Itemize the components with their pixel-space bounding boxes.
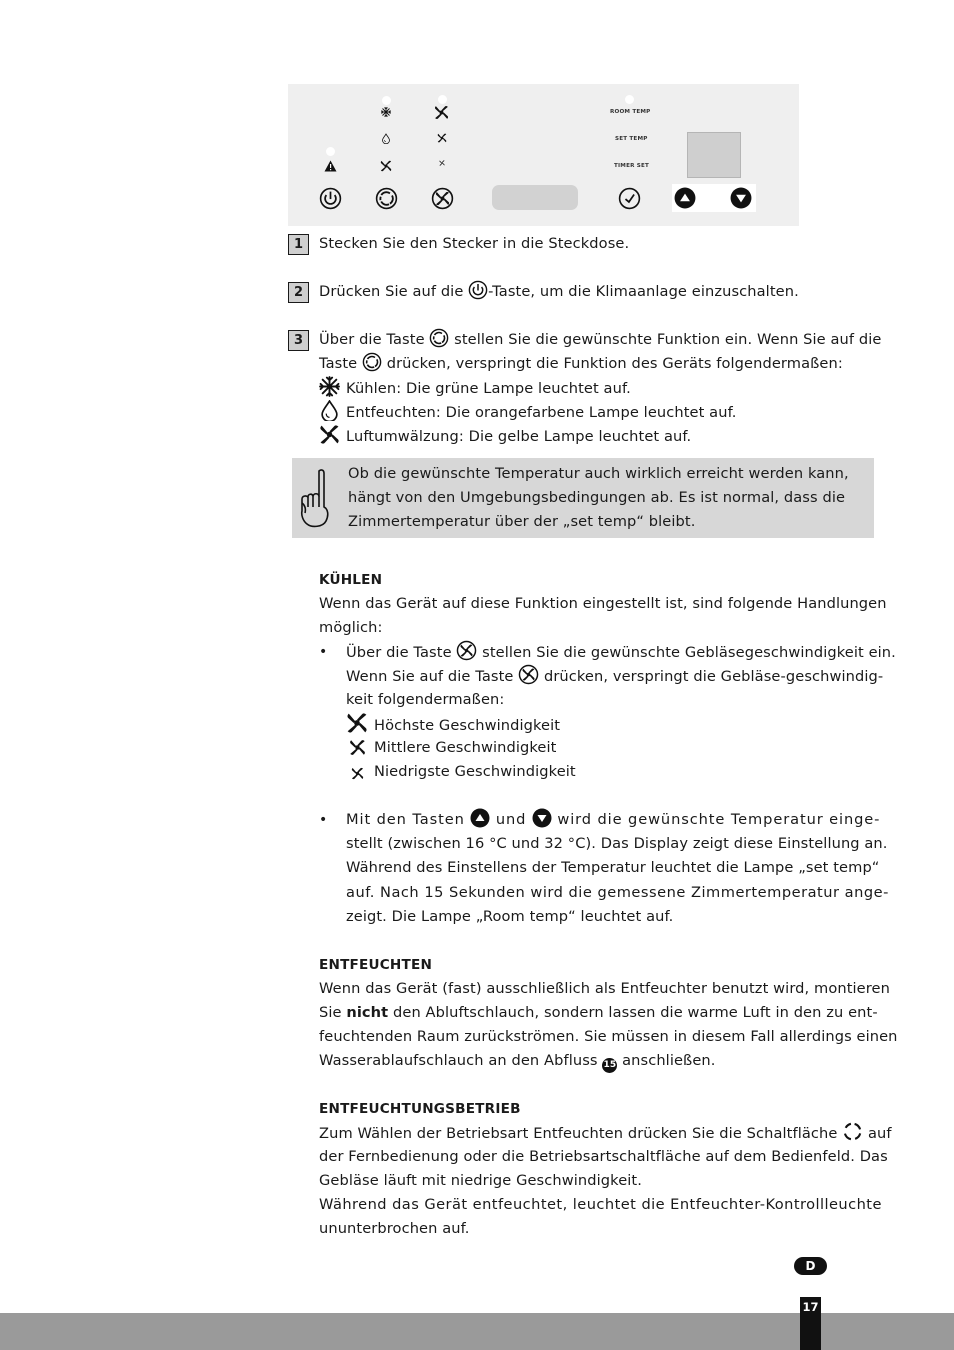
mode-icon <box>429 328 449 348</box>
note-line-2: hängt von den Umgebungsbedingungen ab. Es ist normal, dass die <box>348 489 846 506</box>
betrieb-line-5: ununterbrochen auf. <box>319 1220 470 1237</box>
down-arrow-button-icon <box>730 187 752 209</box>
fan-medium-icon <box>437 133 447 143</box>
page-number: 17 <box>802 1300 819 1314</box>
temperature-display <box>687 132 741 178</box>
step-2-text: Drücken Sie auf die -Taste, um die Klimaanlage einzuschalten. <box>319 280 799 304</box>
step-3-line-1: Über die Taste stellen Sie die gewünschte Funktion ein. Wenn Sie auf die <box>319 328 881 352</box>
note-line-1: Ob die gewünschte Temperatur auch wirklich erreicht werden kann, <box>348 465 849 482</box>
betrieb-line-4: Während das Gerät entfeuchtet, leuchtet die Entfeuchter-Kontrollleuchte <box>319 1196 882 1213</box>
kuehlen-bullet1-line3: keit folgendermaßen: <box>346 691 505 708</box>
entfeuchten-line-4: Wasserablaufschlauch an den Abfluss 15 anschließen. <box>319 1049 716 1073</box>
dehumidify-icon <box>381 133 391 144</box>
down-arrow-icon <box>532 808 552 828</box>
step-number-2: 2 <box>288 282 309 303</box>
betrieb-line-2: der Fernbedienung oder die Betriebsartschaltfläche auf dem Bedienfeld. Das <box>319 1148 888 1165</box>
kuehlen-intro-1: Wenn das Gerät auf diese Funktion eingestellt ist, sind folgende Handlungen <box>319 595 887 612</box>
drop-icon <box>319 400 340 421</box>
fan-button-icon <box>456 640 477 661</box>
timer-set-label: TIMER SET <box>614 163 650 169</box>
betrieb-line-1: Zum Wählen der Betriebsart Entfeuchten drücken Sie die Schaltfläche auf <box>319 1121 892 1146</box>
power-button-icon <box>319 187 342 210</box>
betrieb-line-3: Gebläse läuft mit niedrige Geschwindigkeit. <box>319 1172 642 1189</box>
note-line-3: Zimmertemperatur über der „set temp“ bleibt. <box>348 513 696 530</box>
fan-medium-icon <box>349 739 366 756</box>
set-temp-label: SET TEMP <box>615 136 648 142</box>
fan-high-icon <box>346 712 368 734</box>
timer-button-icon <box>618 187 641 210</box>
kuehlen-intro-2: möglich: <box>319 619 383 636</box>
step-3-line-2: Taste drücken, verspringt die Funktion des Geräts folgendermaßen: <box>319 352 843 376</box>
note-box <box>292 458 874 538</box>
language-badge: D <box>794 1257 827 1275</box>
warning-led <box>326 147 335 156</box>
step-number-3: 3 <box>288 330 309 351</box>
step-number-1: 1 <box>288 234 309 255</box>
entfeuchten-line-3: feuchtenden Raum zurückströmen. Sie müssen in diesem Fall allerdings einen <box>319 1028 898 1045</box>
reference-number-badge: 15 <box>602 1058 617 1073</box>
up-arrow-button-icon <box>674 187 696 209</box>
fan-low-icon <box>351 767 364 780</box>
fan-low-icon <box>439 160 445 166</box>
bullet-1: • <box>319 644 328 660</box>
heading-entfeuchtungsbetrieb: ENTFEUCHTUNGSBETRIEB <box>319 1101 521 1117</box>
kuehlen-bullet1-line2: Wenn Sie auf die Taste drücken, verspringt die Gebläse-geschwindig- <box>346 664 883 689</box>
room-temp-label: ROOM TEMP <box>610 109 651 115</box>
pointing-hand-icon <box>298 467 332 529</box>
fan-speed-button-icon <box>431 187 454 210</box>
mode-item-fan: Luftumwälzung: Die gelbe Lampe leuchtet auf. <box>319 424 691 449</box>
fan-led <box>438 95 447 104</box>
mode-item-cooling: Kühlen: Die grüne Lampe leuchtet auf. <box>319 376 631 401</box>
cooling-icon <box>381 107 391 117</box>
entfeuchten-line-2: Sie nicht den Abluftschlauch, sondern lassen die warme Luft in den zu ent- <box>319 1004 878 1021</box>
mode-item-dehumidify: Entfeuchten: Die orangefarbene Lampe leuchtet auf. <box>319 400 737 425</box>
speed-high: Höchste Geschwindigkeit <box>346 712 560 738</box>
kuehlen-bullet2-line1: Mit den Tasten und wird die gewünschte Temperatur einge- <box>346 808 880 832</box>
fan-icon <box>319 424 340 445</box>
up-arrow-icon <box>470 808 490 828</box>
kuehlen-bullet2-line4: auf. Nach 15 Sekunden wird die gemessene Zimmertemperatur ange- <box>346 884 889 901</box>
kuehlen-bullet2-line3: Während des Einstellens der Temperatur leuchtet die Lampe „set temp“ <box>346 859 880 876</box>
control-panel-illustration <box>288 84 799 226</box>
fan-button-icon <box>518 664 539 685</box>
kuehlen-bullet2-line5: zeigt. Die Lampe „Room temp“ leuchtet auf. <box>346 908 674 925</box>
mode-icon <box>362 352 382 372</box>
warning-icon <box>324 160 337 172</box>
fan-high-icon <box>434 105 449 120</box>
speed-medium: Mittlere Geschwindigkeit <box>346 736 557 760</box>
kuehlen-bullet1-line1: Über die Taste stellen Sie die gewünschte Gebläsegeschwindigkeit ein. <box>346 640 896 665</box>
heading-entfeuchten: ENTFEUCHTEN <box>319 957 433 973</box>
speed-low: Niedrigste Geschwindigkeit <box>346 760 576 784</box>
mode-button-icon <box>375 187 398 210</box>
fan-icon <box>380 160 392 172</box>
power-icon <box>468 280 488 300</box>
refresh-mode-icon <box>842 1121 863 1142</box>
panel-slot <box>492 185 578 210</box>
step-1-text: Stecken Sie den Stecker in die Steckdose. <box>319 235 630 252</box>
snowflake-icon <box>319 376 340 397</box>
cool-led <box>382 96 391 105</box>
entfeuchten-line-1: Wenn das Gerät (fast) ausschließlich als Entfeuchter benutzt wird, montieren <box>319 980 890 997</box>
heading-kuehlen: KÜHLEN <box>319 572 383 588</box>
kuehlen-bullet2-line2: stellt (zwischen 16 °C und 32 °C). Das Display zeigt diese Einstellung an. <box>346 835 888 852</box>
room-temp-led <box>625 95 634 104</box>
bullet-2: • <box>319 812 328 828</box>
